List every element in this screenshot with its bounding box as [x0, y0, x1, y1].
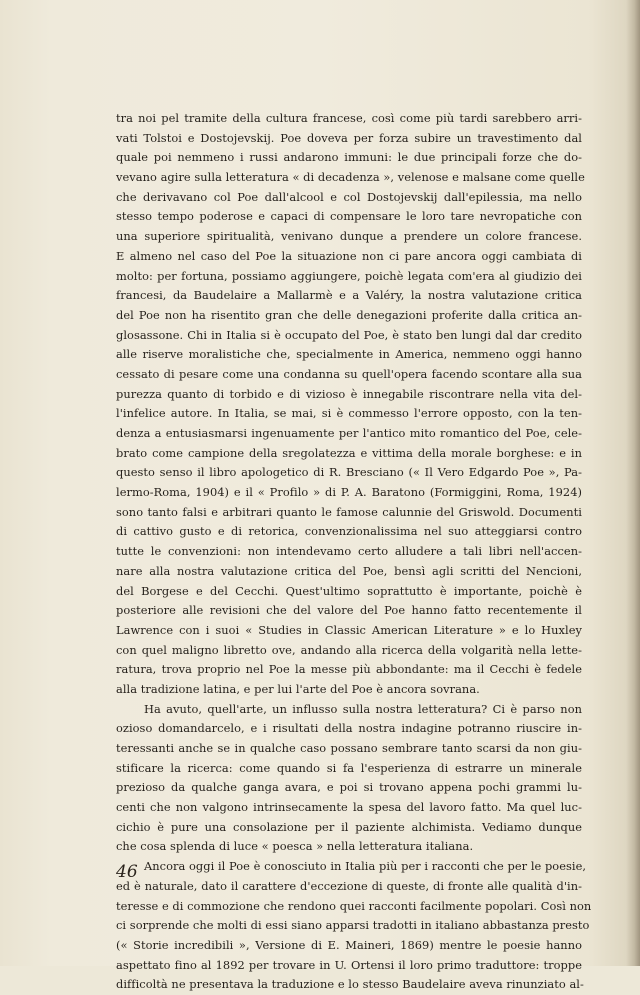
text-line: cessato di pesare come una condanna su quell'opera facendo scontare alla sua: [116, 366, 582, 381]
text-line: vevano agire sulla letteratura « di decadenza », velenose e malsane come quelle: [116, 170, 585, 185]
text-line: teressanti anche se in qualche caso possano sembrare tanto scarsi da non giu-: [116, 741, 582, 755]
text-line: Ha avuto, quell'arte, un influsso sulla nostra letteratura? Ci è parso non: [144, 701, 582, 716]
text-line: vati Tolstoi e Dostojevskij. Poe doveva per forza subire un travestimento dal: [116, 130, 582, 145]
text-line: prezioso da qualche ganga avara, e poi si trovano appena pochi grammi lu-: [116, 780, 582, 795]
text-line: con quel maligno libretto ove, andando alla ricerca della volgarità nella lette-: [116, 642, 582, 657]
text-line: del Poe non ha risentito gran che delle denegazioni proferite dalla critica an-: [116, 307, 582, 322]
text-line: denza a entusiasmarsi ingenuamente per l'antico mito romantico del Poe, cele-: [116, 426, 582, 440]
text-line: molto: per fortuna, possiamo aggiungere, poichè legata com'era al giudizio dei: [116, 268, 582, 283]
text-line: glosassone. Chi in Italia si è occupato del Poe, è stato ben lungi dal dar credito: [116, 327, 582, 342]
text-line: che cosa splenda di luce « poesca » nella letteratura italiana.: [116, 839, 474, 854]
text-line: nare alla nostra valutazione critica del Poe, bensì agli scritti del Nencioni,: [116, 563, 582, 578]
text-line: difficoltà ne presentava la traduzione e lo stesso Baudelaire aveva rinunziato al-: [116, 977, 584, 992]
text-line: Ancora oggi il Poe è conosciuto in Italia più per i racconti che per le poesie,: [144, 859, 587, 874]
text-line: tra noi pel tramite della cultura francese, così come più tardi sarebbero arri-: [116, 111, 582, 125]
text-line: Lawrence con i suoi « Studies in Classic American Literature » e lo Huxley: [116, 622, 582, 637]
text-line: sono tanto falsi e arbitrari quanto le famose calunnie del Griswold. Documenti: [116, 504, 582, 519]
text-line: brato come campione della sregolatezza e vittima della morale borghese: e in: [116, 445, 582, 460]
text-line: ed è naturale, dato il carattere d'eccezione di queste, di fronte alle qualità d'in-: [116, 878, 582, 893]
text-line: tutte le convenzioni: non intendevamo certo alludere a tali libri nell'accen-: [116, 544, 582, 559]
text-line: teresse e di commozione che rendono quei racconti facilmente popolari. Così non: [116, 898, 592, 913]
text-line: del Borgese e del Cecchi. Quest'ultimo soprattutto è importante, poichè è: [116, 583, 582, 598]
text-line: quale poi nemmeno i russi andarono immuni: le due principali forze che do-: [116, 150, 582, 165]
text-line: ratura, trova proprio nel Poe la messe più abbondante: ma il Cecchi è fedele: [116, 662, 582, 677]
text-line: cichio è pure una consolazione per il paziente alchimista. Vediamo dunque: [116, 819, 582, 834]
text-line: E almeno nel caso del Poe la situazione non ci pare ancora oggi cambiata di: [116, 248, 582, 263]
page-edge-shadow: [626, 0, 640, 966]
text-line: stesso tempo poderose e capaci di compensare le loro tare nevropatiche con: [116, 209, 582, 224]
text-line: stificare la ricerca: come quando si fa l'esperienza di estrarre un minerale: [116, 760, 582, 775]
text-line: francesi, da Baudelaire a Mallarmè e a Valéry, la nostra valutazione critica: [116, 288, 582, 303]
text-line: l'infelice autore. In Italia, se mai, si è commesso l'errore opposto, con la ten-: [116, 406, 582, 421]
text-line: ozioso domandarcelo, e i risultati della nostra indagine potranno riuscire in-: [116, 721, 582, 736]
text-line: lermo-Roma, 1904) e il « Profilo » di P. A. Baratono (Formiggini, Roma, 1924): [116, 485, 582, 500]
text-line: purezza quanto di torbido e di vizioso è innegabile riscontrare nella vita del-: [116, 386, 582, 401]
text-line: centi che non valgono intrinsecamente la spesa del lavoro fatto. Ma quel luc-: [116, 800, 582, 815]
text-line: alla tradizione latina, e per lui l'arte del Poe è ancora sovrana.: [116, 681, 480, 696]
text-line: (« Storie incredibili », Versione di E. Maineri, 1869) mentre le poesie hanno: [116, 937, 582, 952]
text-line: alle riserve moralistiche che, specialmente in America, nemmeno oggi hanno: [116, 347, 582, 362]
text-line: posteriore alle revisioni che del valore del Poe hanno fatto recentemente il: [116, 603, 582, 618]
text-line: di cattivo gusto e di retorica, convenzionalissima nel suo atteggiarsi contro: [116, 524, 582, 539]
page-number: 46: [116, 862, 138, 882]
body-text: [116, 109, 592, 995]
text-line: che derivavano col Poe dall'alcool e col Dostojevskij dall'epilessia, ma nello: [116, 189, 582, 204]
text-line: ci sorprende che molti di essi siano apparsi tradotti in italiano abbastanza presto: [116, 918, 590, 933]
text-line: aspettato fino al 1892 per trovare in U. Ortensi il loro primo traduttore: troppe: [116, 957, 582, 972]
text-line: questo senso il libro apologetico di R. Bresciano (« Il Vero Edgardo Poe », Pa-: [116, 465, 582, 480]
text-line: una superiore spiritualità, venivano dunque a prendere un colore francese.: [116, 229, 582, 244]
